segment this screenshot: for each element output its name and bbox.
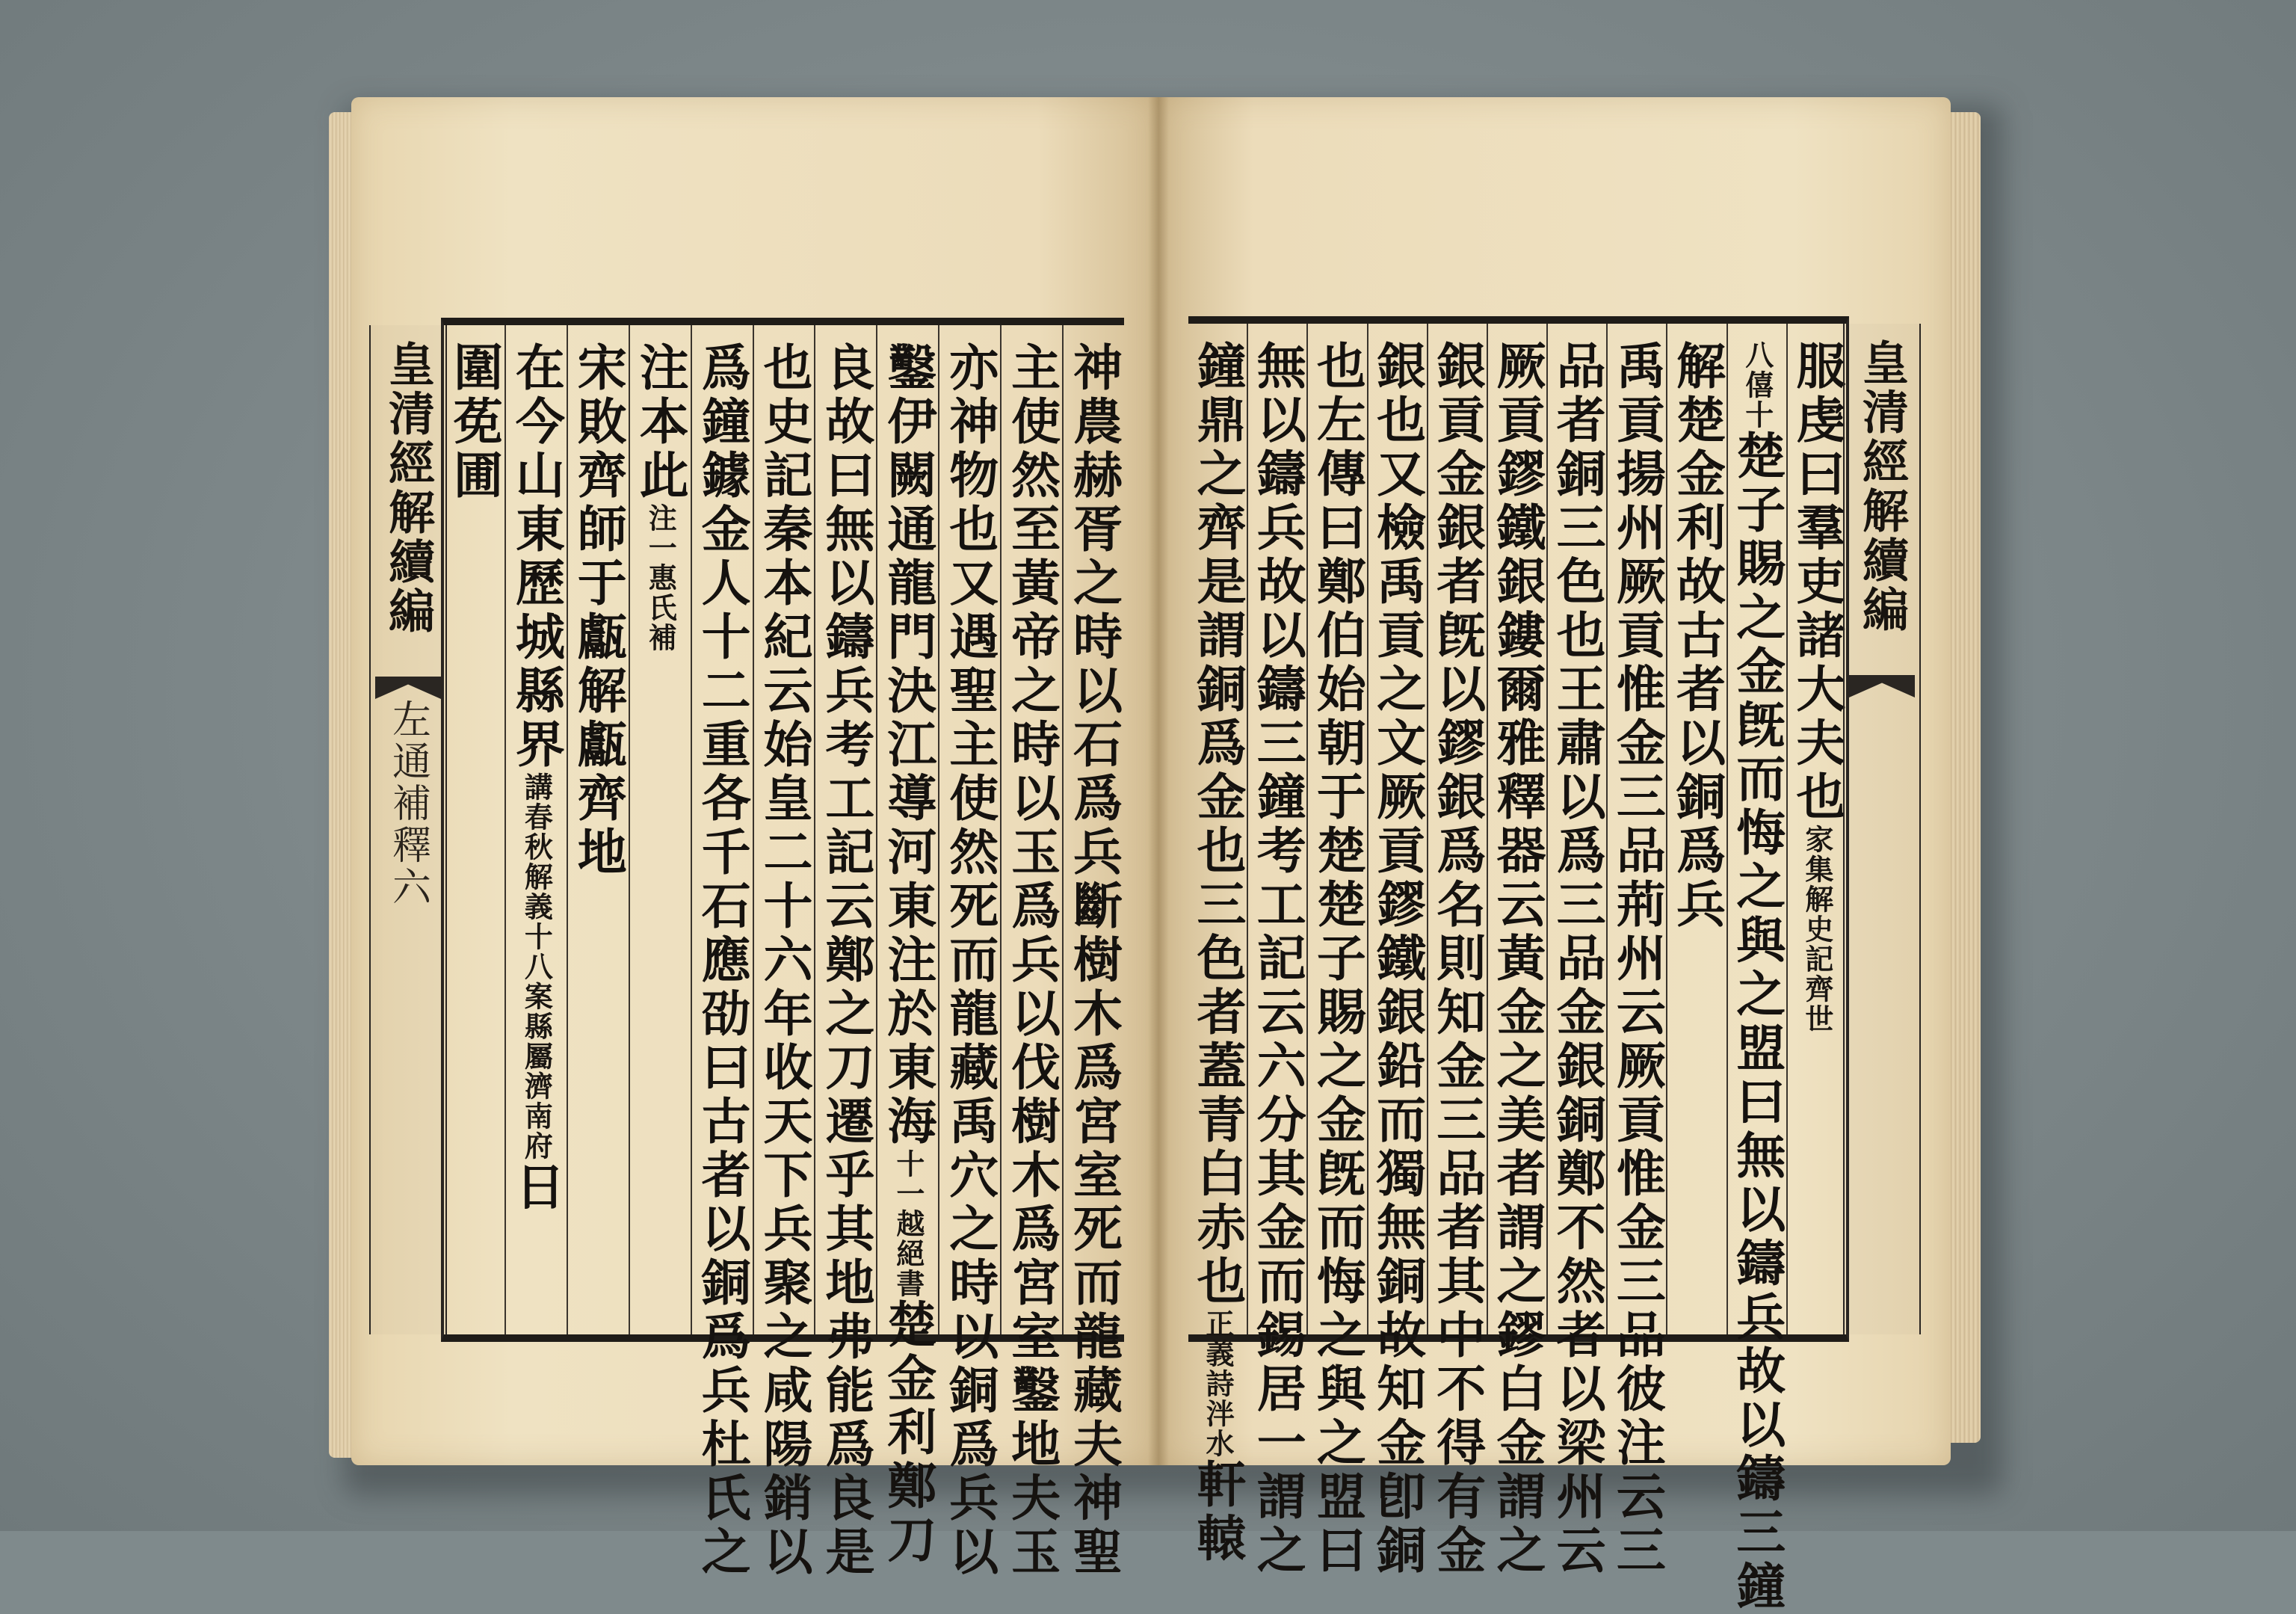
right-text-column xyxy=(1546,324,1607,1578)
right-banner-title: 皇清經解續編 xyxy=(1854,339,1910,635)
left-text-column xyxy=(567,325,629,1334)
left-page xyxy=(351,97,1158,1580)
left-column-note: 十一越絕書 xyxy=(891,1149,925,1299)
left-column-main-text: 也史記秦本紀云始皇二十六年收天下兵聚之咸陽銷以 xyxy=(755,342,814,1580)
left-text-column xyxy=(629,325,691,1334)
right-column-main-text: 銀貢金銀者旣以鏐銀爲名則知金三品者其中不得有金 xyxy=(1428,340,1487,1578)
left-column-text xyxy=(940,342,999,1580)
right-text-column xyxy=(1726,324,1786,1614)
left-fish-tail-mark xyxy=(375,677,441,699)
right-text-column xyxy=(1306,324,1367,1578)
left-column-main-text: 爲鐘鐻金人十二重各千石應劭曰古者以銅爲兵杜氏之 xyxy=(693,342,752,1580)
right-column-main-text: 楚子賜之金旣而悔之與之盟曰無以鑄兵故以鑄三鐘 xyxy=(1727,430,1786,1614)
left-text-column xyxy=(1062,325,1124,1580)
right-column-text xyxy=(1188,340,1247,1566)
right-column-text xyxy=(1787,340,1846,1034)
left-banner-title: 皇清經解續編 xyxy=(380,340,436,636)
left-column-text xyxy=(878,342,937,1568)
right-column-main-text: 服虔曰羣吏諸大夫也 xyxy=(1787,340,1846,825)
right-column-note: 正義詩泮水 xyxy=(1201,1309,1235,1459)
left-text-column xyxy=(876,325,938,1568)
right-text-column xyxy=(1606,324,1667,1578)
left-column-main-text: 主使然至黃帝之時以玉爲兵以伐樹木爲宮室鑿地夫玉 xyxy=(1002,342,1061,1580)
right-text-column xyxy=(1188,324,1247,1566)
left-column-text xyxy=(1064,342,1123,1580)
left-column-main-text: 亦神物也又遇聖主使然死而龍藏禹穴之時以銅爲兵以 xyxy=(940,342,999,1580)
right-text-column xyxy=(1487,324,1546,1578)
right-column-note: 家集解史記齊世 xyxy=(1800,825,1834,1034)
right-column-text xyxy=(1308,340,1367,1578)
left-column-text xyxy=(1002,342,1061,1580)
right-column-main-text: 也左傳曰鄭伯始朝于楚楚子賜之金旣而悔之與之盟曰 xyxy=(1308,340,1367,1578)
right-text-column xyxy=(1427,324,1487,1578)
left-text-column xyxy=(504,325,567,1334)
left-column-tail-text: 日 xyxy=(507,1161,566,1215)
right-column-text xyxy=(1548,340,1607,1578)
left-column-main-text: 圍莬圃 xyxy=(445,342,504,503)
left-column-main-text: 神農赫胥之時以石爲兵斷樹木爲宮室死而龍藏夫神聖 xyxy=(1064,342,1123,1580)
left-column-main-text: 宋敗齊師于甗解甗齊地 xyxy=(569,342,628,880)
left-column-text xyxy=(816,342,875,1580)
right-column-main-text: 品者銅三色也王肅以爲三品金銀銅鄭不然者以梁州云 xyxy=(1548,340,1607,1578)
left-column-text xyxy=(631,342,690,653)
right-column-note: 八僖十 xyxy=(1740,340,1774,430)
right-column-tail-text: 軒轅 xyxy=(1188,1459,1247,1566)
left-banner-subtitle: 左通補釋六 xyxy=(385,699,430,908)
left-column-main-text: 注本此 xyxy=(631,342,690,503)
left-text-column xyxy=(938,325,1000,1580)
right-column-text xyxy=(1487,340,1546,1578)
right-column-main-text: 禹貢揚州厥貢惟金三品荊州云厥貢惟金三品彼注云三 xyxy=(1608,340,1667,1578)
left-text-frame xyxy=(380,318,1124,1580)
right-text-frame xyxy=(1188,316,1910,1614)
left-text-column xyxy=(753,325,815,1580)
right-text-column xyxy=(1367,324,1427,1578)
left-text-column xyxy=(691,325,753,1580)
left-text-column xyxy=(1000,325,1062,1580)
left-column-text xyxy=(755,342,814,1580)
right-column-text xyxy=(1428,340,1487,1578)
right-fish-tail-mark xyxy=(1849,675,1915,697)
left-column-note: 注一惠氏補 xyxy=(644,503,678,653)
right-column-main-text: 無以鑄兵故以鑄三鐘考工記云六分其金而錫居一謂之 xyxy=(1248,340,1307,1578)
right-column-text xyxy=(1248,340,1307,1578)
right-columns xyxy=(1188,324,1846,1614)
left-column-text xyxy=(693,342,752,1580)
right-banner xyxy=(1843,324,1921,1334)
right-column-text xyxy=(1608,340,1667,1578)
left-column-text xyxy=(445,342,504,503)
right-column-text xyxy=(1727,340,1786,1614)
left-column-text xyxy=(569,342,628,880)
left-column-text xyxy=(507,342,566,1215)
book-gutter xyxy=(1148,97,1169,1465)
left-text-column xyxy=(814,325,876,1580)
right-column-main-text: 銀也又檢禹貢之文厥貢鏐鐵銀鉛而獨無銅故知金卽銅 xyxy=(1368,340,1427,1578)
right-text-column xyxy=(1666,324,1726,1334)
right-page xyxy=(1158,97,1951,1614)
open-book xyxy=(329,82,1981,1614)
left-banner xyxy=(369,325,447,1334)
right-column-main-text: 厥貢鏐鐵銀鏤爾雅釋器云黃金之美者謂之鏐白金謂之 xyxy=(1487,340,1546,1578)
left-column-note: 講春秋解義十八案縣屬濟南府 xyxy=(519,772,554,1161)
right-text-column xyxy=(1247,324,1307,1578)
right-column-text xyxy=(1667,340,1726,932)
left-column-main-text: 良故曰無以鑄兵考工記云鄭之刀遷乎其地弗能爲良是 xyxy=(816,342,875,1580)
left-column-tail-text: 楚金利鄭刀 xyxy=(878,1299,937,1568)
left-column-main-text: 鑿伊闕通龍門決江導河東注於東海 xyxy=(878,342,937,1149)
left-text-column xyxy=(444,325,504,1334)
right-column-main-text: 解楚金利故古者以銅爲兵 xyxy=(1667,340,1726,932)
right-column-text xyxy=(1368,340,1427,1578)
left-column-main-text: 在今山東歷城縣界 xyxy=(507,342,566,772)
right-column-main-text: 鐘鼎之齊是謂銅爲金也三色者蓋青白赤也 xyxy=(1188,340,1247,1309)
right-text-column xyxy=(1786,324,1846,1334)
left-columns xyxy=(444,325,1124,1580)
